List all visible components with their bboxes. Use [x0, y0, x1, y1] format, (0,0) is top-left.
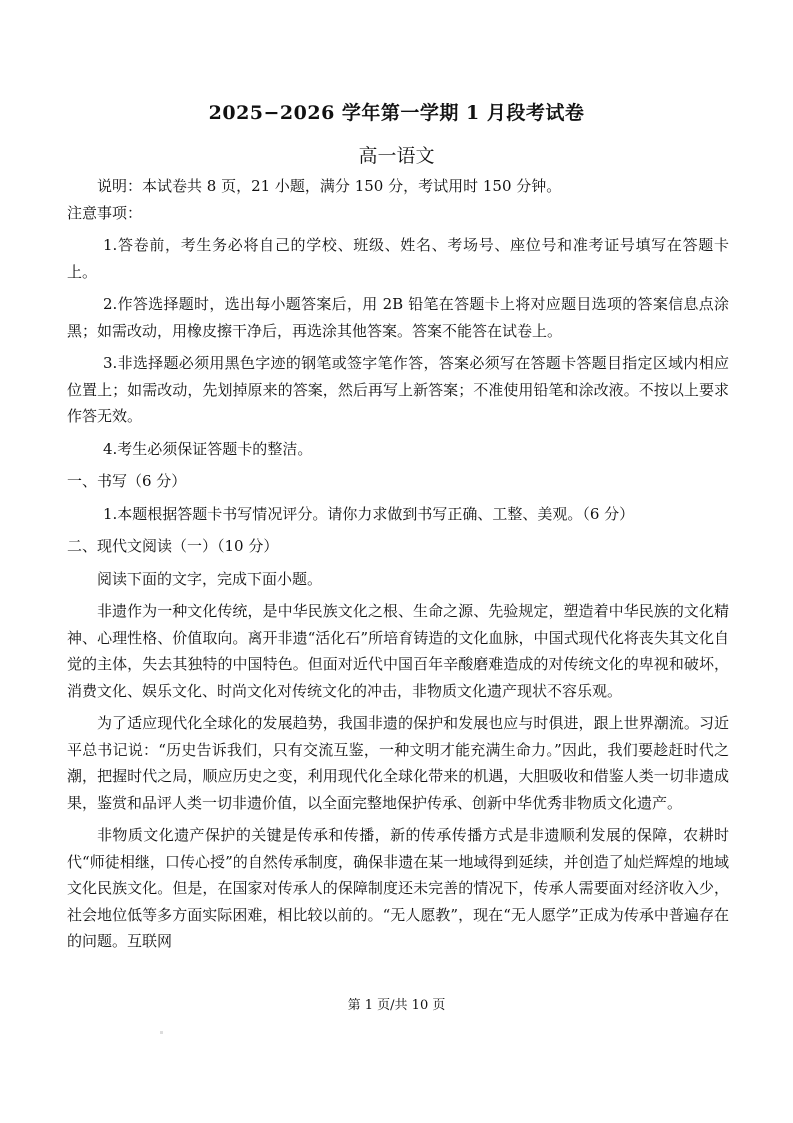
notice-item-2: 2.作答选择题时，选出每小题答案后，用 2B 铅笔在答题卡上将对应题目选项的答案信息点涂黑；如需改动，用橡皮擦干净后，再选涂其他答案。答案不能答在试卷上。: [67, 295, 729, 340]
page-number: 第 1 页/共 10 页: [347, 998, 446, 1013]
notice-heading: 注意事项：: [67, 203, 143, 222]
subject-title: 高一语文: [358, 145, 435, 167]
reading-paragraph-1: 非遗作为一种文化传统，是中华民族文化之根、生命之源、先验规定，塑造着中华民族的文化精神、心理性格、价值取向。离开非遗“活化石”所培育铸造的文化血脉，中国式现代化将丧失其文化自觉的主体，失去其独特的中国特色。但面对近代中国百年辛酸磨难造成的对传统文化的卑视和破坏，消费文化、娱乐文化、时尚文化对传统文化的冲击，非物质文化遗产现状不容乐观。: [67, 602, 729, 700]
exam-description: 说明：本试卷共 8 页，21 小题，满分 150 分，考试用时 150 分钟。: [97, 177, 562, 195]
section-writing-heading: 一、书写（6 分）: [67, 472, 187, 490]
reading-paragraph-2: 为了适应现代化全球化的发展趋势，我国非遗的保护和发展也应与时俱进，跟上世界潮流。习近平总书记说：“历史告诉我们，只有交流互鉴，一种文明才能充满生命力。”因此，我们要趁赶时代之潮，把握时代之局，顺应历史之变，利用现代化全球化带来的机遇，大胆吸收和借鉴人类一切非遗成果，鉴赏和品评人类一切非遗价值，以全面完整地保护传承、创新中华优秀非物质文化遗产。: [67, 714, 729, 812]
notice-item-3: 3.非选择题必须用黑色字迹的钢笔或签字笔作答，答案必须写在答题卡答题目指定区域内相应位置上；如需改动，先划掉原来的答案，然后再写上新答案；不准使用铅笔和涂改液。不按以上要求作答无效。: [67, 354, 729, 425]
reading-prompt: 阅读下面的文字，完成下面小题。: [97, 569, 323, 588]
notice-item-1: 1.答卷前，考生务必将自己的学校、班级、姓名、考场号、座位号和准考证号填写在答题卡上。: [67, 236, 729, 281]
exam-body: [67, 173, 729, 955]
notice-item-4: 4.考生必须保证答题卡的整洁。: [103, 439, 313, 458]
reading-paragraph-3: 非物质文化遗产保护的关键是传承和传播，新的传承传播方式是非遗顺利发展的保障，农耕时代“师徒相继，口传心授”的自然传承制度，确保非遗在某一地域得到延续，并创造了灿烂辉煌的地域文化民族文化。但是，在国家对传承人的保障制度还未完善的情况下，传承人需要面对经济收入少，社会地位低等多方面实际困难，相比较以前的。“无人愿教”，现在“无人愿学”正成为传承中普遍存在的问题。互联网: [67, 826, 729, 950]
exam-title: 2025−2026 学年第一学期 1 月段考试卷: [208, 102, 585, 124]
scan-speck: [160, 1031, 163, 1034]
writing-question: 1.本题根据答题卡书写情况评分。请你力求做到书写正确、工整、美观。（6 分）: [103, 504, 635, 523]
section-reading-heading: 二、现代文阅读（一）（10 分）: [67, 537, 279, 555]
